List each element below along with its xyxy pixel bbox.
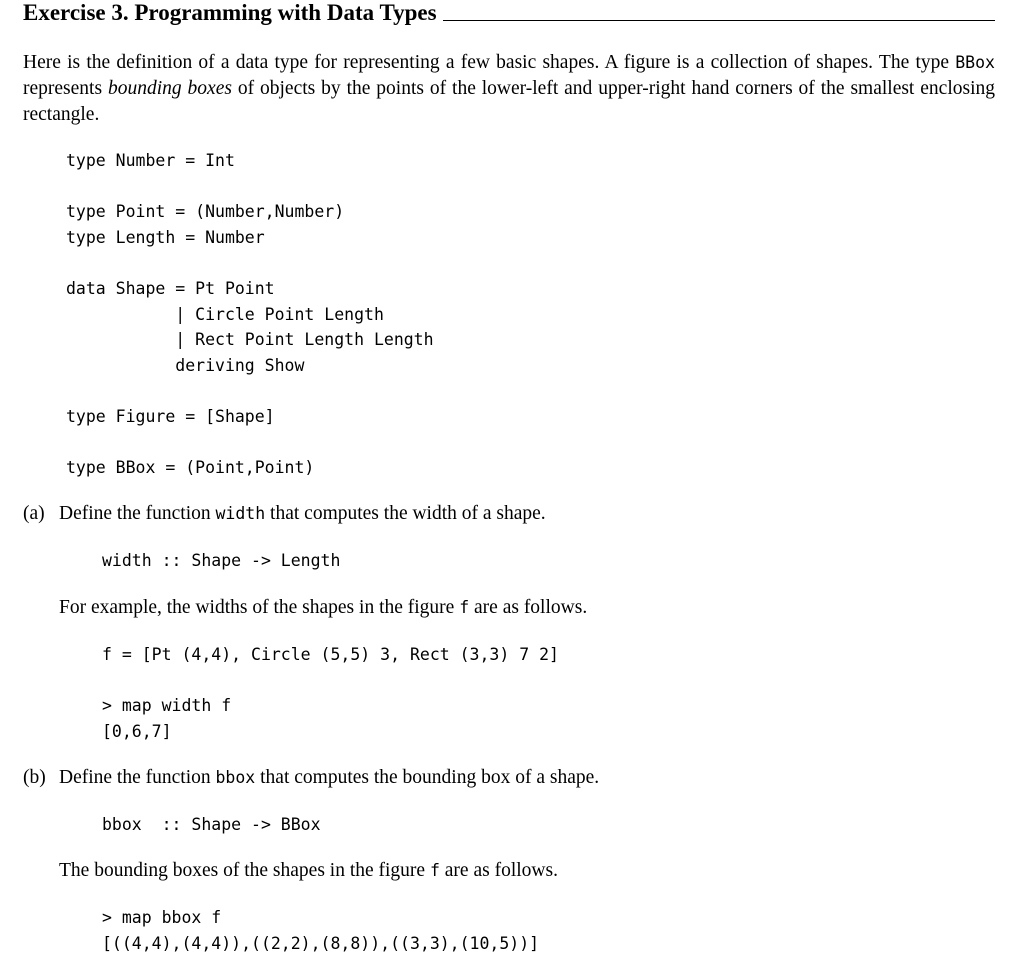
intro-text-3: of objects by the points of the lower-left and upper-right hand corners of the smallest enclosing rectangle. <box>23 78 995 125</box>
part-a-label: (a) <box>23 503 45 524</box>
heading-rule <box>443 20 995 21</box>
part-b-signature: bbox :: Shape -> BBox <box>102 815 321 834</box>
part-a-code-width: width <box>215 504 266 523</box>
part-a-example-text-2: are as follows. <box>469 597 588 618</box>
part-a-text-2: that computes the width of a shape. <box>265 503 546 524</box>
part-a-signature: width :: Shape -> Length <box>102 551 341 570</box>
code-shape-data: data Shape = Pt Point | Circle Point Length | Rect Point Length Length deriving Show <box>66 279 434 375</box>
part-a-example <box>59 595 587 621</box>
exercise-heading <box>23 0 995 28</box>
part-b-example-text-2: are as follows. <box>439 860 558 881</box>
code-point-length-types: type Point = (Number,Number) type Length = Number <box>66 202 345 247</box>
code-bbox-type: type BBox = (Point,Point) <box>66 458 315 477</box>
part-b-code-bbox: bbox <box>215 768 256 787</box>
part-b-example-text-1: The bounding boxes of the shapes in the figure <box>59 860 430 881</box>
part-a-text-1: Define the function <box>59 503 216 524</box>
part-b-example <box>59 858 558 884</box>
intro-text-2: represents <box>23 78 108 99</box>
part-a-figure-definition: f = [Pt (4,4), Circle (5,5) 3, Rect (3,3) 7 2] <box>102 645 559 664</box>
code-figure-type: type Figure = [Shape] <box>66 407 275 426</box>
intro-emphasis: bounding boxes <box>107 78 232 99</box>
exercise-title: Exercise 3. Programming with Data Types <box>23 0 437 25</box>
intro-code-bbox: BBox <box>955 53 995 72</box>
part-a-session: > map width f [0,6,7] <box>102 696 232 741</box>
part-b-text-1: Define the function <box>59 767 216 788</box>
part-b-prompt <box>23 765 599 791</box>
intro-paragraph <box>23 50 995 128</box>
part-b-text-2: that computes the bounding box of a shape. <box>255 767 600 788</box>
part-b-example-code-f: f <box>429 861 440 880</box>
intro-text-1: Here is the definition of a data type for representing a few basic shapes. A figure is a collection of shapes. The type <box>23 52 956 73</box>
part-a-example-code-f: f <box>459 598 470 617</box>
part-b-label: (b) <box>23 767 46 788</box>
code-number-type: type Number = Int <box>66 151 235 170</box>
part-b-session: > map bbox f [((4,4),(4,4)),((2,2),(8,8)),((3,3),(10,5))] <box>102 908 540 953</box>
part-a-prompt <box>23 501 546 527</box>
part-a-example-text-1: For example, the widths of the shapes in the figure <box>59 597 460 618</box>
